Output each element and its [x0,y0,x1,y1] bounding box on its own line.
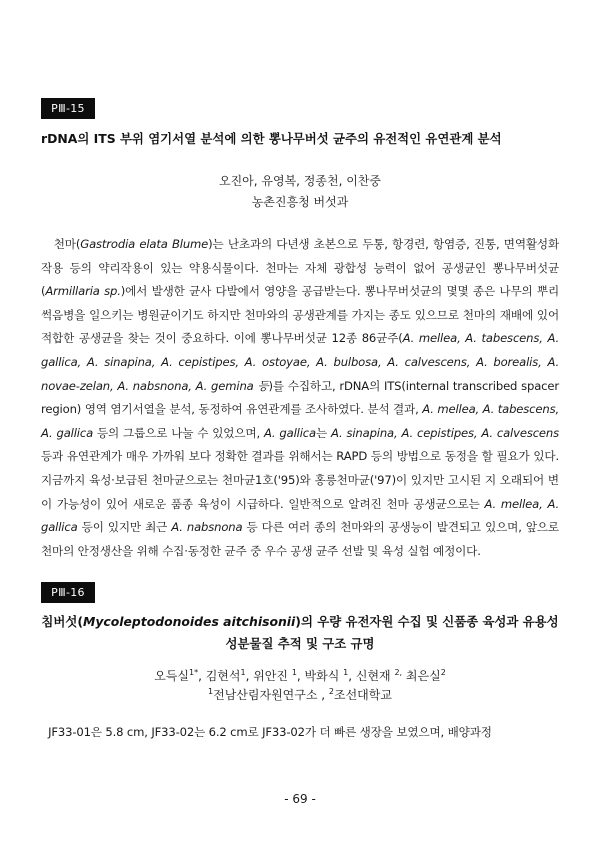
text-run: 등과 유연관계가 매우 가까워 보다 정확한 결과를 위해서는 RAPD 등의 방법으로 동정을 할 필요가 있다. 지금까지 육성·보급된 천마균으로는 천마균1호('95)와 홍릉천마균('97)이 있지만 고시된 지 오래되어 변이 가능성이 있어 새로운 품종 육성이 시급하다. 일반적으로 알려진 천마 공생균으로는 [41,449,559,511]
authors: 오진아, 유영복, 정종천, 이찬중 [219,174,381,188]
section-title-line2: 성분물질 추적 및 구조 규명 [225,636,375,651]
text-run: )는 난초과의 다년생 초본으로 두통, 항경련, 항염증, 진통, 면역활성화작용 등의 약리작용이 있는 약용식물이다. 천마는 자체 광합성 능력이 없어 공생균인 뽕나무버섯균( [41,237,560,299]
scientific-name: A. nabsnona [171,520,243,535]
text-run: )를 수집하고, rDNA의 ITS(internal transcribed spacer region) 영역 염기서열을 분석, 동정하여 유연관계를 조사하였다. 분석 결과, [41,378,559,417]
section-tag: PⅢ-16 [41,582,95,603]
section-title: rDNA의 ITS 부위 염기서열 분석에 의한 뽕나무버섯 균주의 유전적인 유연관계 분석 [41,131,502,146]
scientific-name: A. gallica [263,425,316,440]
affiliation: 농촌진흥청 버섯과 [251,195,349,209]
abstract-paragraph [41,721,559,745]
authors: 오득실$^{1*}$, 김현석$^1$, 위안진 $^1$, 박화식 $^1$, 신현재 $^{2,}$ 최은실$^2$ [154,668,446,683]
scientific-name: Armillaria sp. [45,284,121,299]
title-text: )의 우량 유전자원 수집 및 신품종 육성과 유용성 [295,614,559,629]
scientific-name: A. mellea, A. gallica [41,496,559,535]
title-text: 침버섯( [41,614,83,629]
text-run: 등이 있지만 최근 [77,520,172,535]
scientific-name: Mycoleptodonoides aitchisonii [83,614,296,629]
text-run: 는 [315,425,331,440]
text-run: 등의 그룹으로 나눌 수 있었으며, [93,425,264,440]
section-title [40,612,560,630]
section-tag: PⅢ-15 [41,98,95,119]
scientific-name: A. mellea, A. tabescens, A. gallica [41,402,559,440]
scientific-name: Gastrodia elata Blume [80,237,209,251]
text-run: 등 다른 여러 종의 천마와의 공생능이 발견되고 있으며, 앞으로 천마의 안정생산을 위해 수집·동정한 균주 중 우수 공생 균주 선발 및 육성 실험 예정이다. [41,520,559,558]
affiliation: $^1$전남산림자원연구소 , $^2$조선대학교 [208,687,392,702]
scientific-name: A. mellea, A. tabescens, A. gallica, A. sinapina, A. cepistipes, A. ostoyae, A. bulbosa, A. calvescens, A. borealis, A. novae-zelan, A. nabsnona, A. gemina 등 [41,331,560,393]
text-run: JF33-01은 5.8 cm, JF33-02는 6.2 cm로 JF33-02가 더 빠른 생장을 보였으며, 배양과정 [48,725,492,739]
page-number: - 69 - [284,792,316,806]
scientific-name: A. sinapina, A. cepistipes, A. calvescens [330,425,560,440]
text-run: 천마( [53,237,81,251]
abstract-paragraph [41,233,559,563]
text-run: )에서 발생한 균사 다발에서 영양을 공급받는다. 뽕나무버섯균의 몇몇 종은 나무의 뿌리썩음병을 일으키는 병원균이기도 하지만 천마와의 공생관계를 가지는 종도 있으므로 천마의 재배에 있어 적합한 공생균을 찾는 것이 중요하다. 이에 뽕나무버섯균 12종 86균주( [41,284,560,346]
